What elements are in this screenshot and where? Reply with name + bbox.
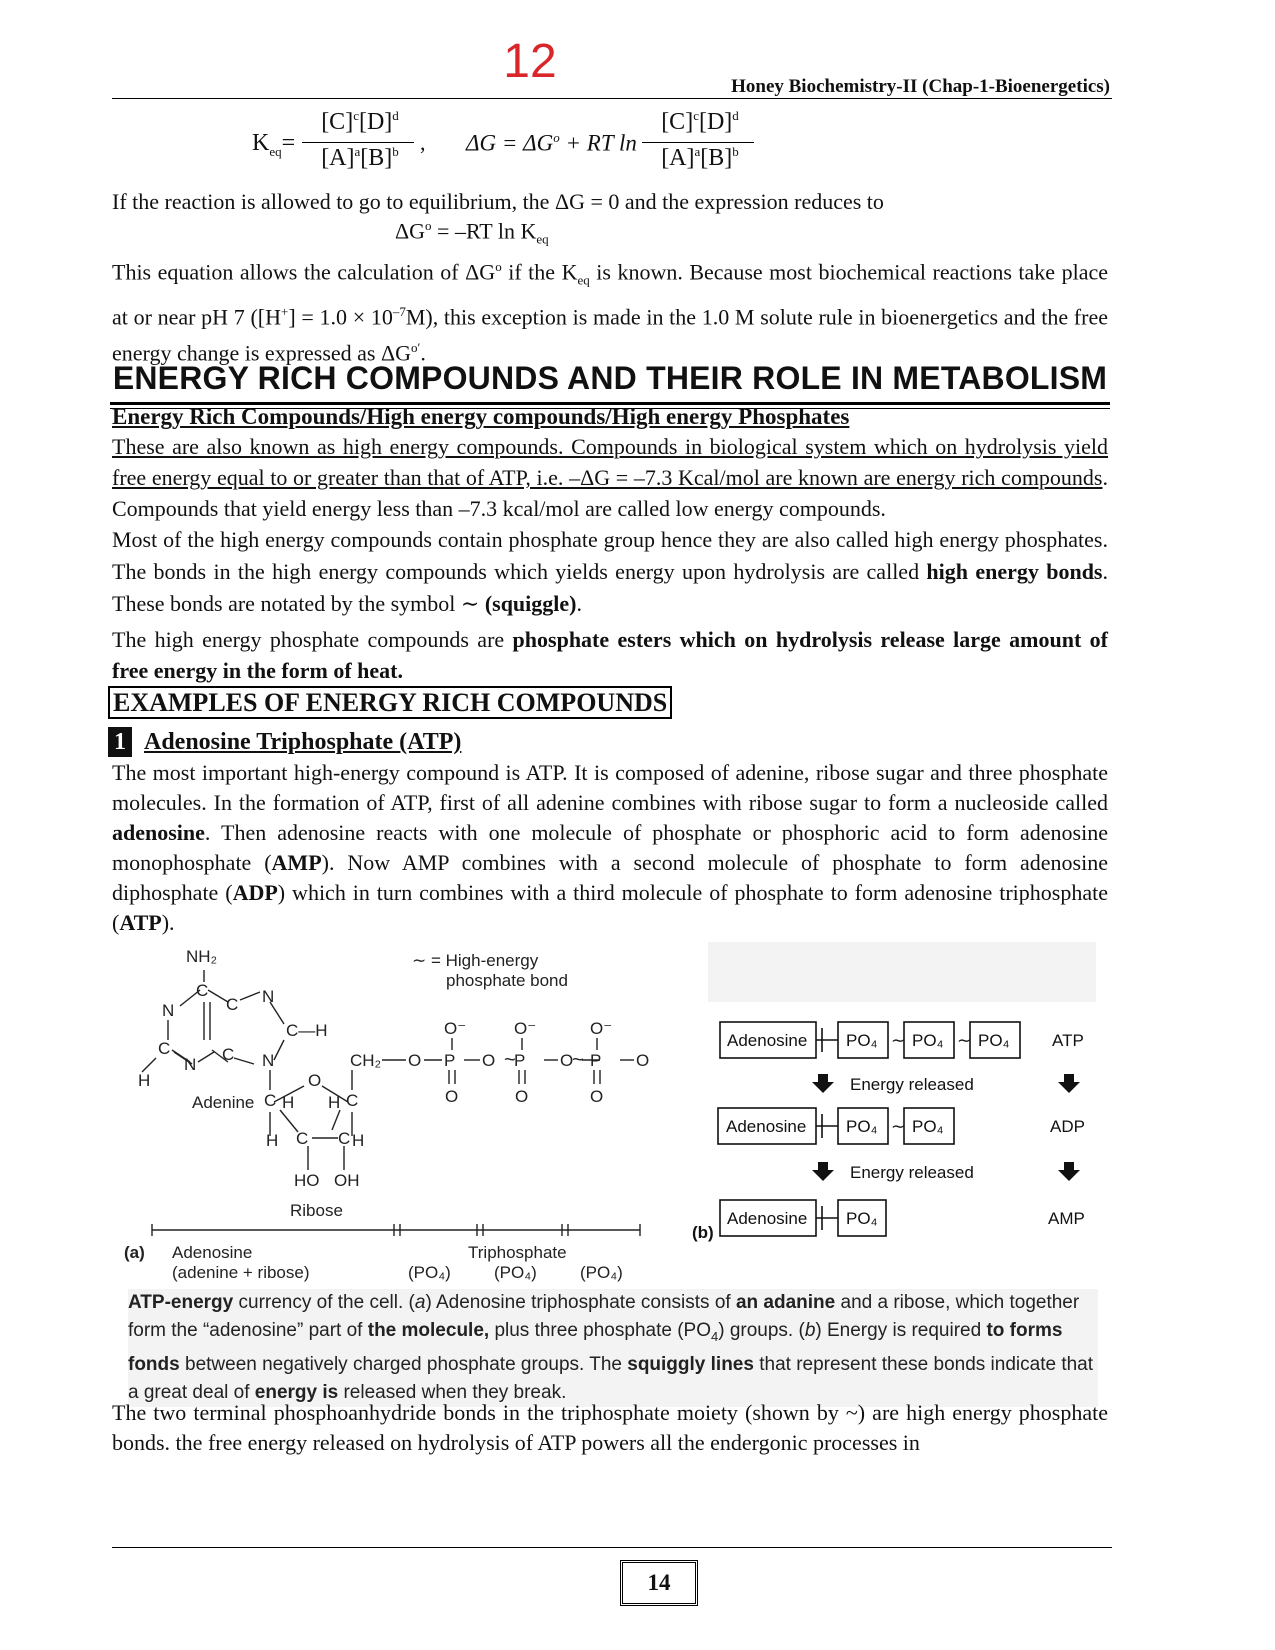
nh2-label: NH₂ bbox=[186, 947, 218, 966]
svg-text:O: O bbox=[515, 1087, 529, 1106]
svg-text:O⁻: O⁻ bbox=[514, 1019, 537, 1038]
svg-text:PO₄: PO₄ bbox=[846, 1209, 878, 1228]
svg-text:H: H bbox=[328, 1093, 341, 1112]
energy-released-label: Energy released bbox=[850, 1163, 974, 1182]
panel-a-label: (a) bbox=[124, 1243, 145, 1262]
paragraph-phosphoanhydride: The two terminal phosphoanhydride bonds in the triphosphate moiety (shown by ~) are high energy phosphate bonds. the free energy released on hydrolysis of ATP powers all the endergonic processes in bbox=[112, 1400, 1108, 1455]
svg-text:C: C bbox=[264, 1091, 277, 1110]
paragraph-equilibrium: If the reaction is allowed to go to equilibrium, the ΔG = 0 and the expression reduces to bbox=[112, 189, 884, 214]
svg-text:(PO₄): (PO₄) bbox=[408, 1263, 451, 1282]
atp-adp-amp-figure bbox=[690, 1010, 1110, 1250]
footer-page-number: 14 bbox=[620, 1560, 698, 1606]
svg-text:N: N bbox=[262, 1051, 275, 1070]
svg-text:C: C bbox=[222, 1045, 235, 1064]
svg-text:N: N bbox=[184, 1055, 197, 1074]
subsection-heading: Energy Rich Compounds/High energy compounds/High energy Phosphates bbox=[112, 404, 850, 429]
svg-text:PO₄: PO₄ bbox=[912, 1117, 944, 1136]
svg-text:O: O bbox=[308, 1071, 322, 1090]
item-number: 1 bbox=[108, 727, 132, 757]
svg-text:H: H bbox=[138, 1071, 151, 1090]
item-atp-heading: 1 Adenosine Triphosphate (ATP) bbox=[108, 727, 461, 757]
svg-text:(PO₄): (PO₄) bbox=[494, 1263, 537, 1282]
svg-text:C—H: C—H bbox=[286, 1021, 328, 1040]
keq-equation: $K_{eq}=$ $[C]^c[D]^d$ $[A]^a[B]^b$ , bbox=[252, 108, 426, 171]
svg-text:O: O bbox=[636, 1051, 650, 1070]
legend-line2: phosphate bond bbox=[446, 971, 568, 990]
energy-released-label: Energy released bbox=[850, 1075, 974, 1094]
svg-text:PO₄: PO₄ bbox=[912, 1031, 944, 1050]
svg-text:PO₄: PO₄ bbox=[846, 1031, 878, 1050]
svg-text:N: N bbox=[262, 987, 275, 1006]
adenosine-bracket-sub: (adenine + ribose) bbox=[172, 1263, 310, 1282]
legend-line1: ∼ = High-energy bbox=[412, 951, 539, 970]
delta-g-equation: $\Delta G = \Delta G^o$ + RT ln $[C]^c[D]^d$ $[A]^a[B]^b$ bbox=[466, 108, 766, 178]
adp-label: ADP bbox=[1050, 1117, 1085, 1136]
svg-text:C: C bbox=[158, 1039, 171, 1058]
squiggle-bond: ~ bbox=[504, 1049, 516, 1071]
atp-label: ATP bbox=[1052, 1031, 1084, 1050]
svg-text:O: O bbox=[482, 1051, 496, 1070]
figure-caption: ATP-energy currency of the cell. (a) Adenosine triphosphate consists of an adanine and a ribose, which together form the “adenosine” part of the molecule, plus three phosphate $(PO_4)$ groups. (b) Energy is required to forms fonds between negatively charged phosphate groups. The squiggly lines that represent these bonds indicate that a great deal of energy is released when they break. bbox=[128, 1289, 1098, 1407]
svg-text:(PO₄): (PO₄) bbox=[580, 1263, 623, 1282]
amp-label: AMP bbox=[1048, 1209, 1085, 1228]
svg-text:C: C bbox=[338, 1129, 351, 1148]
svg-text:O⁻: O⁻ bbox=[444, 1019, 467, 1038]
svg-text:Adenosine: Adenosine bbox=[727, 1031, 808, 1050]
squiggle-bond: ~ bbox=[572, 1049, 584, 1071]
down-arrow-icon bbox=[812, 1162, 834, 1181]
figure-b-background bbox=[708, 942, 1096, 1002]
squiggle-symbol: ∼ bbox=[460, 591, 480, 616]
adenosine-bracket-label: Adenosine bbox=[172, 1243, 253, 1262]
svg-text:O: O bbox=[560, 1051, 574, 1070]
svg-text:P: P bbox=[590, 1051, 602, 1070]
header-rule bbox=[112, 98, 1112, 99]
atp-structure-figure bbox=[112, 940, 672, 1290]
svg-text:OH: OH bbox=[334, 1171, 360, 1190]
standard-free-energy-equation: $\Delta G^o = -RT$ $\ln K_{eq}$ bbox=[395, 218, 549, 247]
down-arrow-icon bbox=[1058, 1162, 1080, 1181]
running-header-title: Honey Biochemistry-II (Chap-1-Bioenergetics) bbox=[731, 76, 1110, 97]
svg-text:PO₄: PO₄ bbox=[846, 1117, 878, 1136]
squiggle-bond: ∼ bbox=[891, 1117, 906, 1136]
paragraph-ph7: This equation allows the calculation of $\Delta G^o$ if the $K_{eq}$ is known. Because most biochemical reactions take place at or near pH 7 $([H^+] = 1.0 \times 10^{-7}M)$, this exception is made in the 1.0 M solute rule in bioenergetics and the free energy change is expressed as $\Delta G^{o'}$. bbox=[112, 259, 1108, 366]
section-banner: ENERGY RICH COMPOUNDS AND THEIR ROLE IN METABOLISM bbox=[112, 360, 1108, 396]
svg-text:Adenosine: Adenosine bbox=[726, 1117, 807, 1136]
svg-text:HO: HO bbox=[294, 1171, 320, 1190]
svg-text:O: O bbox=[590, 1087, 604, 1106]
svg-text:CH₂: CH₂ bbox=[350, 1051, 382, 1070]
svg-text:C: C bbox=[346, 1091, 359, 1110]
svg-text:O: O bbox=[408, 1051, 422, 1070]
svg-text:C: C bbox=[196, 981, 209, 1000]
svg-text:H: H bbox=[282, 1093, 295, 1112]
adenine-label: Adenine bbox=[192, 1093, 255, 1112]
svg-text:O: O bbox=[445, 1087, 459, 1106]
svg-text:N: N bbox=[162, 1001, 175, 1020]
squiggle-bond: ∼ bbox=[957, 1031, 972, 1050]
footer-rule bbox=[112, 1547, 1112, 1548]
paragraph-atp-formation: The most important high-energy compound is ATP. It is composed of adenine, ribose sugar and three phosphate molecules. In the formation of ATP, first of all adenine combines with ribose sugar to form a nucleoside called adenosine. Then adenosine reacts with one molecule of phosphate or phosphoric acid to form adenosine monophosphate (AMP). Now AMP combines with a second molecule of phosphate to form adenosine diphosphate (ADP) which in turn combines with a third molecule of phosphate to form adenosine triphosphate (ATP). bbox=[112, 760, 1108, 935]
paragraph-definition: These are also known as high energy compounds. Compounds in biological system which on hydrolysis yield free energy equal to or greater than that of ATP, i.e. –ΔG = –7.3 Kcal/mol are known are energy rich compounds. Compounds that yield energy less than –7.3 kcal/mol are called low energy compounds. bbox=[112, 434, 1108, 521]
triphosphate-label: Triphosphate bbox=[468, 1243, 567, 1262]
svg-text:C: C bbox=[296, 1129, 309, 1148]
ribose-label: Ribose bbox=[290, 1201, 343, 1220]
svg-text:H: H bbox=[352, 1131, 365, 1150]
panel-b-label: (b) bbox=[692, 1223, 714, 1242]
svg-text:H: H bbox=[266, 1131, 279, 1150]
svg-text:C: C bbox=[226, 995, 239, 1014]
svg-text:P: P bbox=[444, 1051, 456, 1070]
down-arrow-icon bbox=[812, 1074, 834, 1093]
svg-text:Adenosine: Adenosine bbox=[727, 1209, 808, 1228]
svg-text:PO₄: PO₄ bbox=[978, 1031, 1010, 1050]
red-page-number: 12 bbox=[503, 35, 557, 88]
down-arrow-icon bbox=[1058, 1074, 1080, 1093]
paragraph-high-energy-bonds: Most of the high energy compounds contain phosphate group hence they are also called high energy phosphates. The bonds in the high energy compounds which yields energy upon hydrolysis are called high energy bonds. These bonds are notated by the symbol ∼ (squiggle). bbox=[112, 527, 1108, 616]
paragraph-phosphate-esters: The high energy phosphate compounds are phosphate esters which on hydrolysis release large amount of free energy in the form of heat. bbox=[112, 627, 1108, 683]
squiggle-bond: ∼ bbox=[891, 1031, 906, 1050]
examples-heading: EXAMPLES OF ENERGY RICH COMPOUNDS bbox=[108, 686, 672, 720]
svg-text:O⁻: O⁻ bbox=[590, 1019, 613, 1038]
svg-text:P: P bbox=[514, 1051, 526, 1070]
